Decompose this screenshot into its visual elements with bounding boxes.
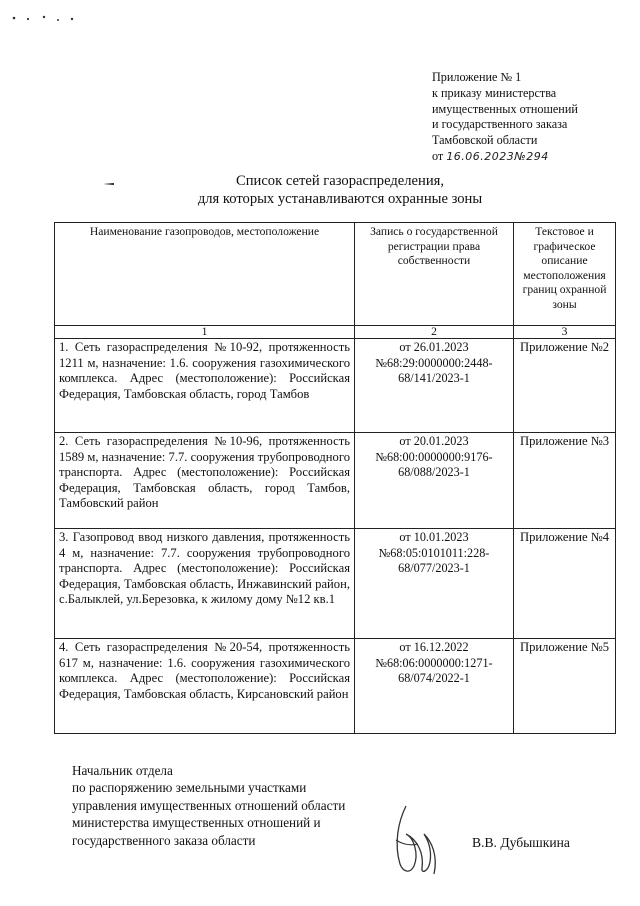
appendix-date-prefix: от xyxy=(432,148,444,163)
column-number-row xyxy=(55,326,616,339)
column-number: 2 xyxy=(355,326,514,339)
column-number: 1 xyxy=(55,326,355,339)
table-row xyxy=(55,433,616,529)
signature-line: Начальник отдела xyxy=(72,763,173,778)
handwritten-signature xyxy=(388,800,444,880)
column-header-name: Наименование газопроводов, местоположение xyxy=(55,223,355,326)
appendix-line: имущественных отношений xyxy=(432,101,578,116)
table-row xyxy=(55,639,616,734)
network-name-cell: 3. Газопровод ввод низкого давления, протяженность 4 м, назначение: 7.7. сооружения трубопроводного транспорта. Адрес (местоположение): Российская Федерация, Тамбовская область, Инжавинский район, с.Балыклей, ул.Березовка, к жилому дому №12 кв.1 xyxy=(55,529,355,639)
column-number: 3 xyxy=(514,326,616,339)
registration-cell: от 16.12.2022 №68:06:0000000:1271-68/074/2022-1 xyxy=(355,639,514,734)
table-row xyxy=(55,339,616,433)
column-header-registration: Запись о государственной регистрации права собственности xyxy=(355,223,514,326)
network-name-cell: 4. Сеть газораспределения №20-54, протяженность 617 м, назначение: 1.6. сооружения газохимического комплекса. Адрес (местоположение): Российская Федерация, Тамбовская область, Кирсановский район xyxy=(55,639,355,734)
gas-networks-table xyxy=(54,222,616,734)
appendix-date xyxy=(432,149,622,165)
signer-name: В.В. Дубышкина xyxy=(472,835,570,850)
signature-line: по распоряжению земельными участками xyxy=(72,780,307,796)
title-line-2: для которых устанавливаются охранные зоны xyxy=(197,191,483,207)
appendix-line: Тамбовской области xyxy=(432,133,538,148)
column-header-description: Текстовое и графическое описание местоположения границ охранной зоны xyxy=(514,223,616,326)
description-cell: Приложение №2 xyxy=(514,339,616,433)
title-line-1: Список сетей газораспределения, xyxy=(235,173,445,189)
signature-line: государственного заказа области xyxy=(72,832,256,848)
signature-block xyxy=(72,762,402,849)
table-header-row xyxy=(55,223,616,326)
description-cell: Приложение №5 xyxy=(514,639,616,734)
document-title xyxy=(150,172,530,208)
description-cell: Приложение №4 xyxy=(514,529,616,639)
dash-mark xyxy=(102,181,116,187)
appendix-line: Приложение № 1 xyxy=(432,70,522,84)
network-name-cell: 1. Сеть газораспределения №10-92, протяженность 1211 м, назначение: 1.6. сооружения газохимического комплекса. Адрес (местоположение): Российская Федерация, Тамбовская область, город Тамбов xyxy=(55,339,355,433)
appendix-header xyxy=(432,70,622,165)
appendix-date-handwritten: 16.06.2023№294 xyxy=(446,149,549,163)
registration-cell: от 10.01.2023 №68:05:0101011:228-68/077/2023-1 xyxy=(355,529,514,639)
signature-line: управления имущественных отношений области xyxy=(72,797,346,813)
description-cell: Приложение №3 xyxy=(514,433,616,529)
scan-speckles xyxy=(8,8,88,28)
appendix-line: и государственного заказа xyxy=(432,117,568,132)
registration-cell: от 26.01.2023 №68:29:0000000:2448-68/141/2023-1 xyxy=(355,339,514,433)
signature-line: министерства имущественных отношений и xyxy=(72,815,321,831)
table-row xyxy=(55,529,616,639)
network-name-cell: 2. Сеть газораспределения №10-96, протяженность 1589 м, назначение: 7.7. сооружения трубопроводного транспорта. Адрес (местоположение): Российская Федерация, Тамбовская область, город Тамбов, Тамбовский район xyxy=(55,433,355,529)
registration-cell: от 20.01.2023 №68:00:0000000:9176-68/088/2023-1 xyxy=(355,433,514,529)
appendix-line: к приказу министерства xyxy=(432,85,557,100)
